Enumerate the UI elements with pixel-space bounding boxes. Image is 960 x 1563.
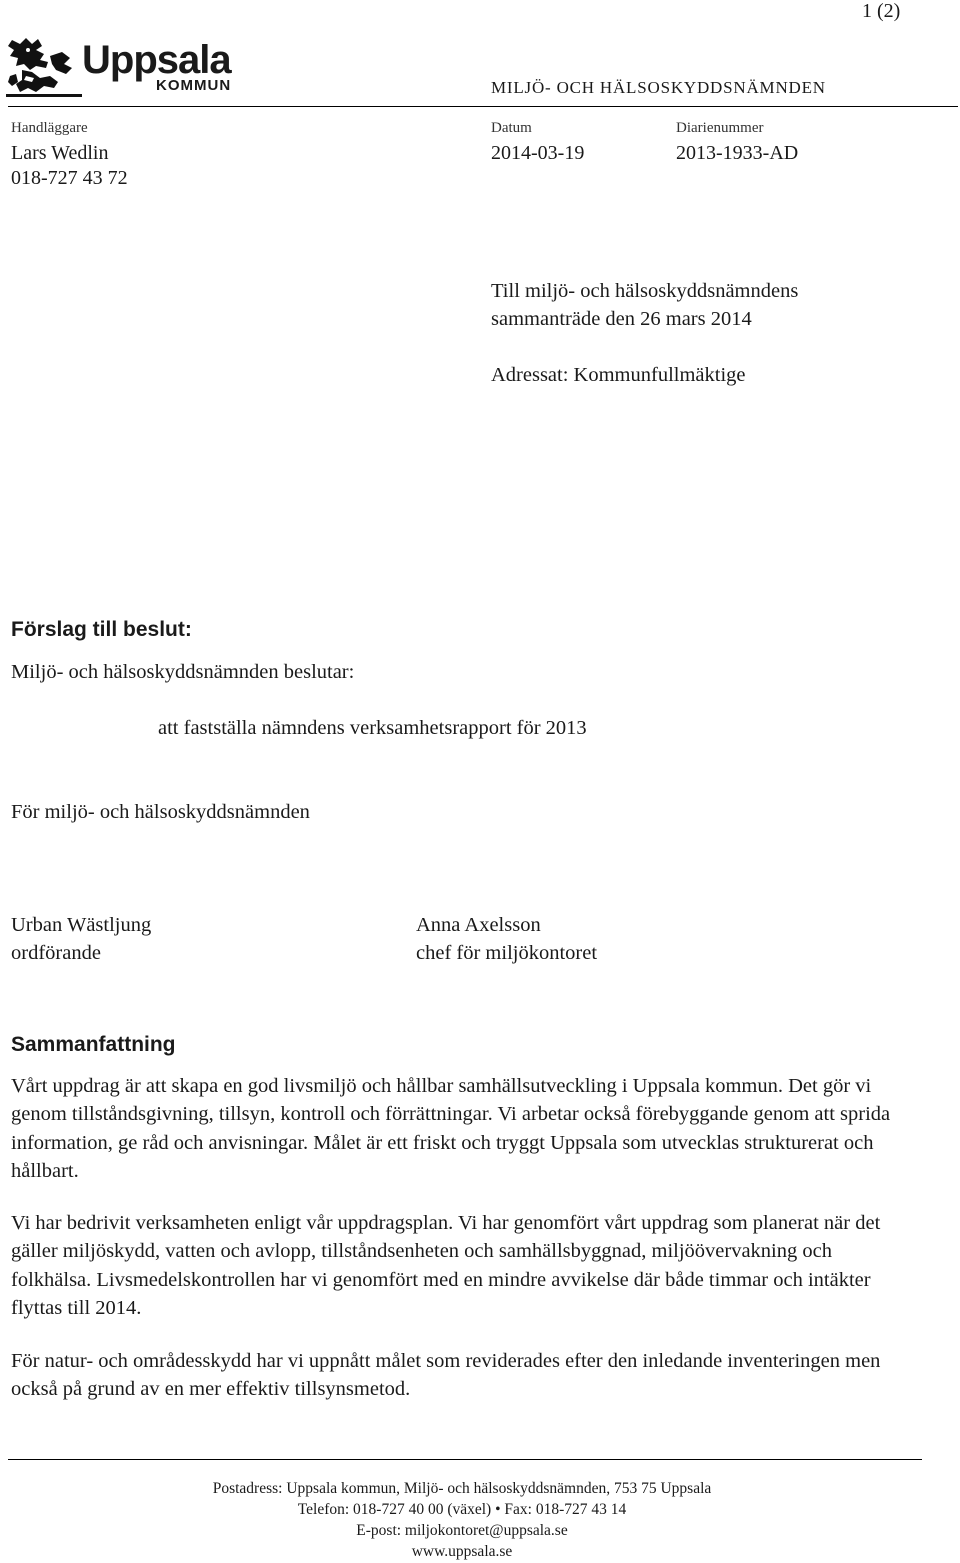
adressat: Adressat: Kommunfullmäktige [491,364,746,386]
on-behalf-line: För miljö- och hälsoskyddsnämnden [11,801,310,823]
logo-name: Uppsala [82,38,231,82]
signature-right-title: chef för miljökontoret [416,942,598,964]
municipality-logo [6,36,268,98]
handlaggare-label: Handläggare [11,120,88,136]
recipient-line2: sammanträde den 26 mars 2014 [491,308,752,330]
summary-heading: Sammanfattning [11,1033,176,1056]
footer-rule [8,1459,922,1460]
authority-name: MILJÖ- OCH HÄLSOSKYDDSNÄMNDEN [491,78,826,97]
footer-address: Postadress: Uppsala kommun, Miljö- och hälsoskyddsnämnden, 753 75 Uppsala [212,1480,712,1497]
signature-right-name: Anna Axelsson [416,914,541,936]
proposal-heading: Förslag till beslut: [11,618,192,641]
lion-crest-icon [6,36,82,98]
handlaggare-phone: 018-727 43 72 [11,167,128,189]
footer-phone: Telefon: 018-727 40 00 (växel) • Fax: 018-727 43 14 [297,1501,627,1518]
diarienummer-value: 2013-1933-AD [676,142,799,164]
summary-paragraph-3: För natur- och områdesskydd har vi uppnått målet som reviderades efter den inledande inventeringen men också på grund av en mer effektiv tillsynsmetod. [11,1350,881,1401]
proposal-intro: Miljö- och hälsoskyddsnämnden beslutar: [11,661,355,683]
handlaggare-name: Lars Wedlin [11,142,109,164]
datum-label: Datum [491,120,532,136]
summary-paragraph-1: Vårt uppdrag är att skapa en god livsmiljö och hållbar samhällsutveckling i Uppsala kommun. Det gör vi genom tillståndsgivning, tillsyn, kontroll och förrättningar. Vi arbetar också förebyggande genom att sprida information, ge råd och anvisningar. Målet är ett friskt och tryggt Uppsala som utvecklas strukturerat och hållbart. [11,1075,891,1182]
recipient-line1: Till miljö- och hälsoskyddsnämndens [491,280,799,302]
header-rule [8,106,958,107]
signature-left-name: Urban Wästljung [11,914,152,936]
footer-email: E-post: miljokontoret@uppsala.se [356,1522,568,1539]
datum-value: 2014-03-19 [491,142,585,164]
signature-left-title: ordförande [11,942,101,964]
proposal-decision: att fastställa nämndens verksamhetsrapport för 2013 [158,717,587,739]
footer-website[interactable]: www.uppsala.se [411,1543,513,1560]
logo-sub: KOMMUN [156,77,232,94]
diarienummer-label: Diarienummer [676,120,764,136]
summary-paragraph-2: Vi har bedrivit verksamheten enligt vår uppdragsplan. Vi har genomfört vårt uppdrag som planerat när det gäller miljöskydd, vatten och avlopp, tillståndsenheten och samhällsbyggnad, miljöövervakning och folkhälsa. Livsmedelskontrollen har vi genomfört med en mindre avvikelse där både timmar och intäkter flyttas till 2014. [11,1212,881,1319]
page-number: 1 (2) [862,0,901,22]
